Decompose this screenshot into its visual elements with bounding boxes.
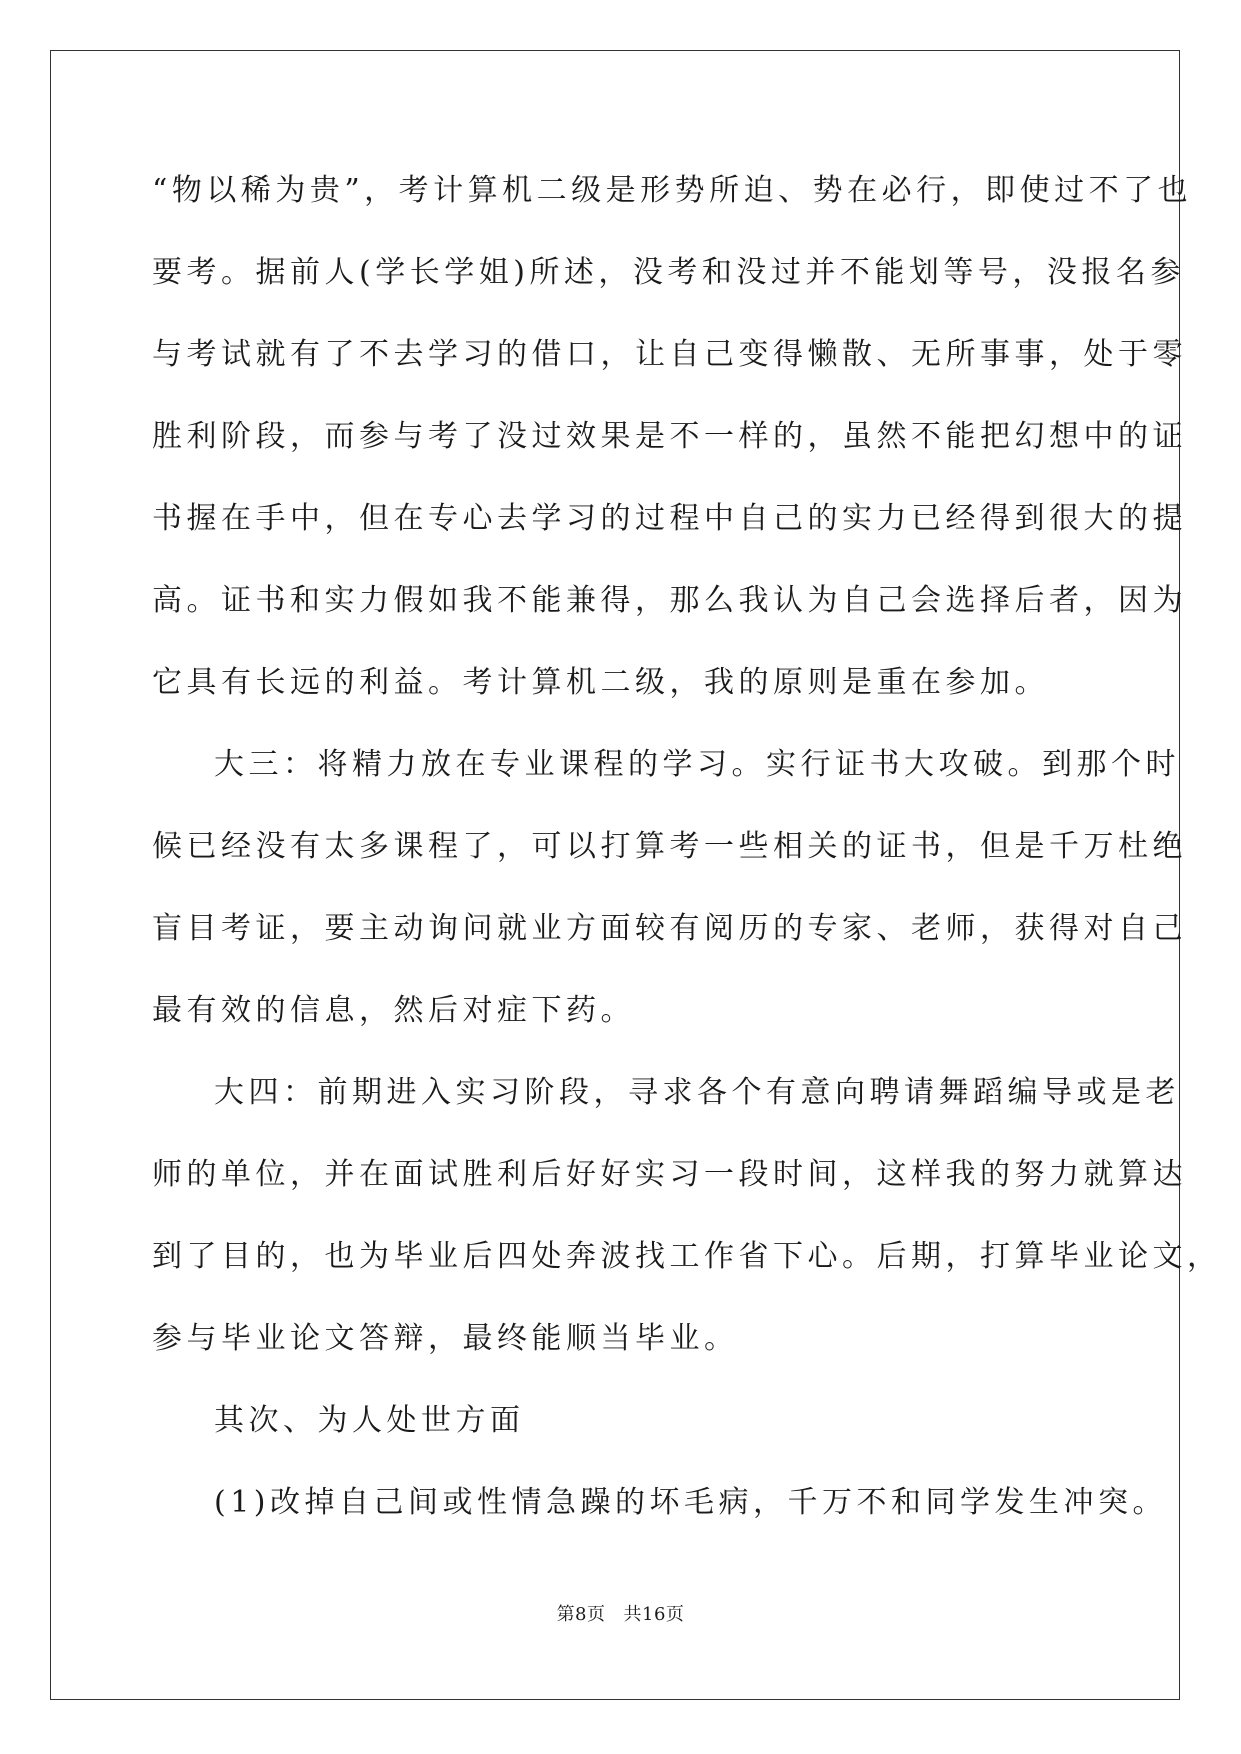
text-line: 高。证书和实力假如我不能兼得，那么我认为自己会选择后者，因为 [152,583,1187,618]
text-line: 其次、为人处世方面 [214,1403,525,1438]
text-line: 参与毕业论文答辩，最终能顺当毕业。 [152,1321,739,1356]
text-line: 最有效的信息，然后对症下药。 [152,993,635,1028]
page-total: 共16页 [623,1604,685,1625]
text-line: 要考。据前人(学长学姐)所述，没考和没过并不能划等号，没报名参 [152,255,1185,290]
text-line: 大三：将精力放在专业课程的学习。实行证书大攻破。到那个时 [214,747,1180,782]
text-line: 胜利阶段，而参与考了没过效果是不一样的，虽然不能把幻想中的证 [152,419,1187,454]
document-body [152,160,1222,1554]
text-line: 盲目考证，要主动询问就业方面较有阅历的专家、老师，获得对自己 [152,911,1187,946]
text-line: 候已经没有太多课程了，可以打算考一些相关的证书，但是千万杜绝 [152,829,1187,864]
text-line: 与考试就有了不去学习的借口，让自己变得懒散、无所事事，处于零 [152,337,1187,372]
text-line: 到了目的，也为毕业后四处奔波找工作省下心。后期，打算毕业论文， [152,1239,1222,1274]
page-footer [0,1600,1241,1626]
page-number: 第8页 [556,1604,606,1625]
text-line: 它具有长远的利益。考计算机二级，我的原则是重在参加。 [152,665,1049,700]
text-line: 师的单位，并在面试胜利后好好实习一段时间，这样我的努力就算达 [152,1157,1187,1192]
text-line: “物以稀为贵”，考计算机二级是形势所迫、势在必行，即使过不了也 [152,173,1193,208]
text-line: 大四：前期进入实习阶段，寻求各个有意向聘请舞蹈编导或是老 [214,1075,1180,1110]
text-line: 书握在手中，但在专心去学习的过程中自己的实力已经得到很大的提 [152,501,1187,536]
text-line: (1)改掉自己间或性情急躁的坏毛病，千万不和同学发生冲突。 [214,1485,1167,1520]
